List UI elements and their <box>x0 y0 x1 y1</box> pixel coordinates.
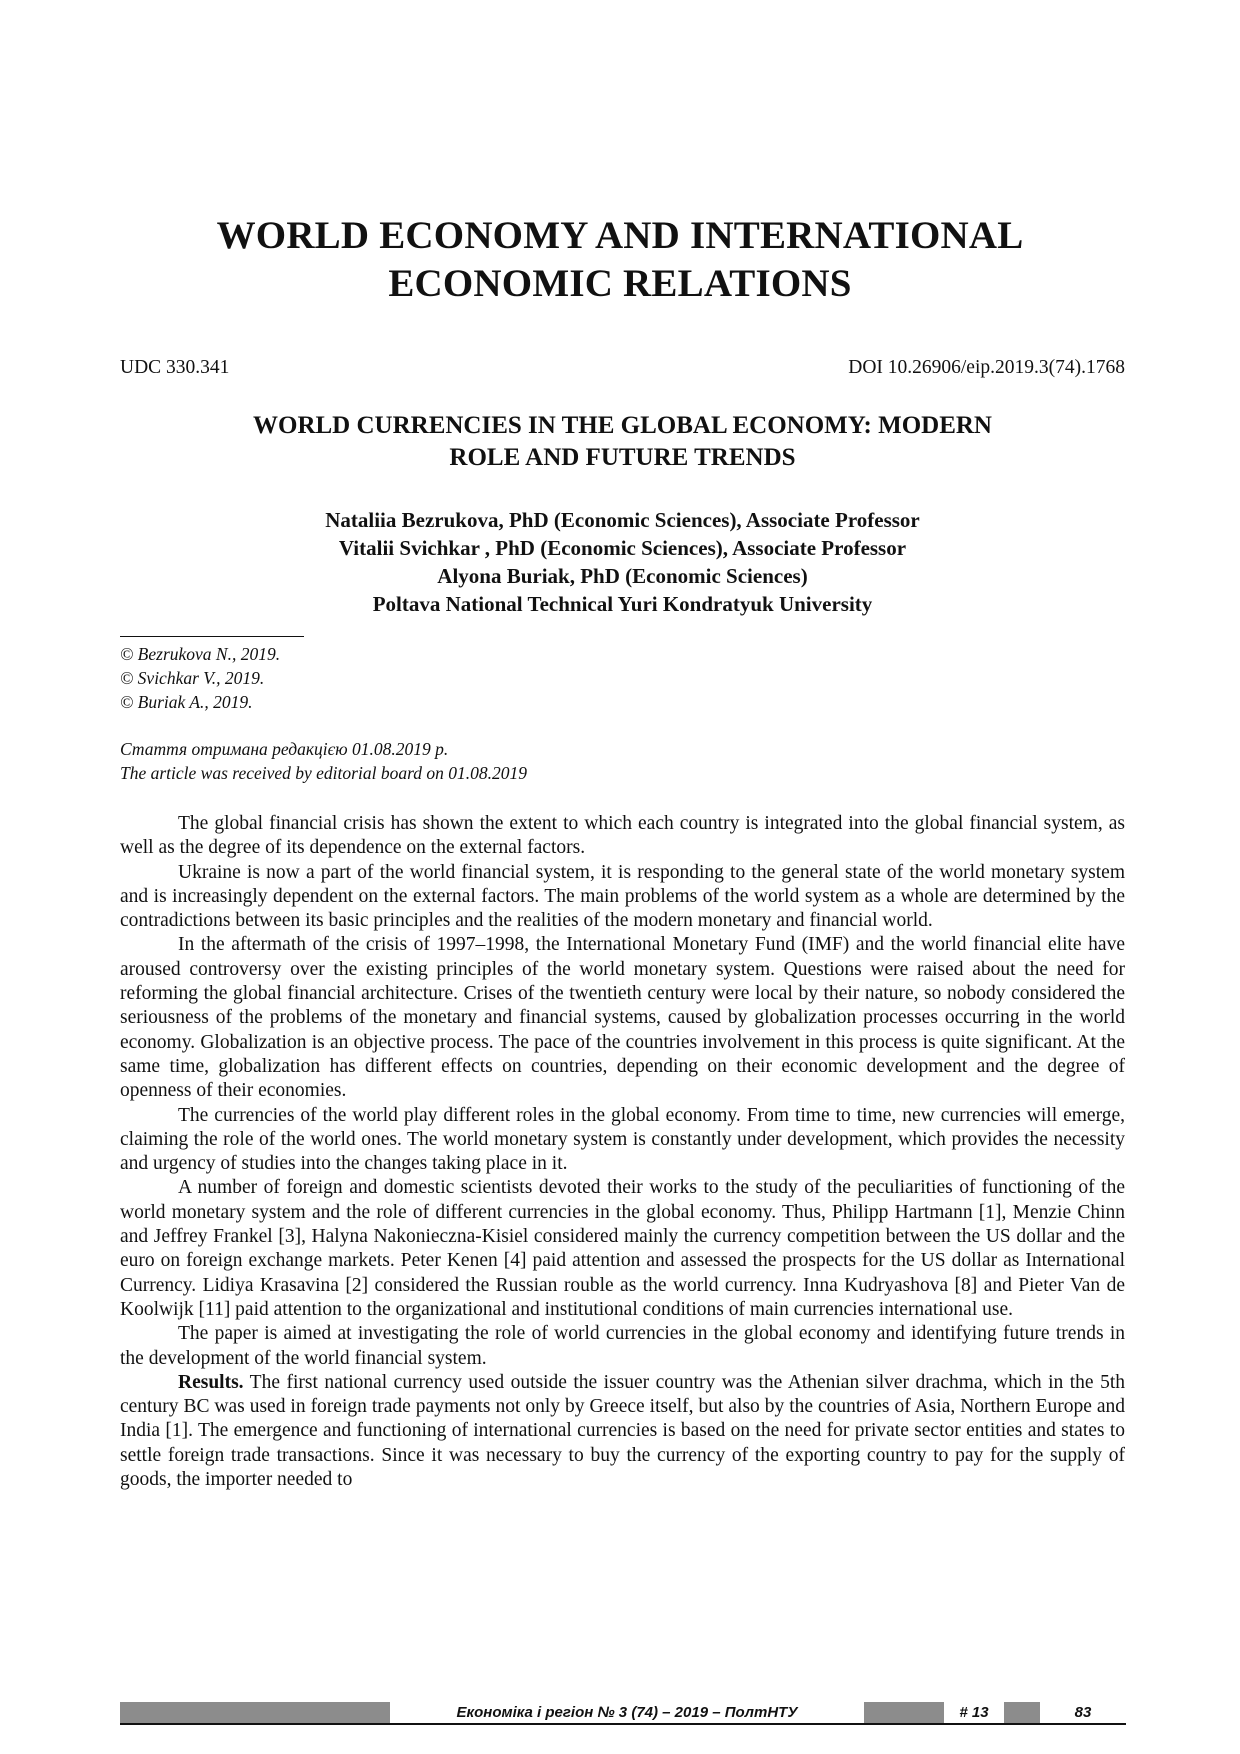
page-footer <box>120 1702 1126 1725</box>
article-meta <box>120 356 1125 380</box>
copyright-line: © Buriak A., 2019. <box>120 692 253 712</box>
section-title <box>120 212 1120 308</box>
author-block <box>120 506 1125 618</box>
udc-code: UDC 330.341 <box>120 357 230 378</box>
footer-bar-mid <box>864 1702 944 1723</box>
doi-identifier[interactable]: DOI 10.26906/eip.2019.3(74).1768 <box>848 357 1125 378</box>
results-paragraph <box>120 1371 1125 1492</box>
copyright-line: © Bezrukova N., 2019. <box>120 644 281 664</box>
footer-bar-right <box>1004 1702 1040 1723</box>
article-title <box>120 410 1125 474</box>
body-paragraph: The paper is aimed at investigating the role of world currencies in the global economy and identifying future trends in the development of the world financial system. <box>120 1323 1125 1369</box>
body-paragraph: The currencies of the world play different roles in the global economy. From time to time, new currencies will emerge, claiming the role of the world ones. The world monetary system is constantly under development, which provides the necessity and urgency of studies into the changes taking place in it. <box>120 1104 1125 1175</box>
received-note-en: The article was received by editorial board on 01.08.2019 <box>120 763 527 783</box>
copyright-notes <box>120 642 280 714</box>
footer-page-number: 83 <box>1040 1702 1126 1723</box>
body-paragraph: The global financial crisis has shown the extent to which each country is integrated into the global financial system, as well as the degree of its dependence on the external factors. <box>120 813 1125 859</box>
body-paragraph: Ukraine is now a part of the world financial system, it is responding to the general state of the world monetary system and is increasingly dependent on the external factors. The main problems of the world system as a whole are determined by the contradictions between its basic principles and the realities of the modern monetary and financial world. <box>120 861 1125 932</box>
article-title-line-2: ROLE AND FUTURE TRENDS <box>449 444 796 471</box>
results-heading: Results. <box>178 1371 244 1393</box>
footer-issue-number: # 13 <box>944 1702 1004 1723</box>
article-title-line-1: WORLD CURRENCIES IN THE GLOBAL ECONOMY: MODERN <box>253 412 992 439</box>
body-paragraph: A number of foreign and domestic scientists devoted their works to the study of the peculiarities of functioning of the world monetary system and the role of different currencies in the global economy. Thus, Philipp Hartmann [1], Menzie Chinn and Jeffrey Frankel [3], Halyna Nakonieczna-Kisiel considered mainly the currency competition between the US dollar and the euro on foreign exchange markets. Peter Kenen [4] paid attention and assessed the prospects for the US dollar as International Currency. Lidiya Krasavina [2] considered the Russian rouble as the world currency. Inna Kudryashova [8] and Pieter Van de Koolwijk [11] paid attention to the organizational and institutional conditions of main currencies international use. <box>120 1177 1125 1320</box>
footnote-divider <box>120 636 304 637</box>
received-note <box>120 737 527 785</box>
author-line: Alyona Buriak, PhD (Economic Sciences) <box>437 564 808 588</box>
footer-journal: Економіка і регіон № 3 (74) – 2019 – ПолтНТУ <box>390 1702 864 1723</box>
section-title-line-1: WORLD ECONOMY AND INTERNATIONAL <box>216 214 1024 257</box>
author-line: Vitalii Svichkar , PhD (Economic Sciences), Associate Professor <box>338 536 907 560</box>
section-title-line-2: ECONOMIC RELATIONS <box>388 262 852 305</box>
footer-bar-left <box>120 1702 390 1723</box>
article-body <box>120 812 1125 1492</box>
results-text: The first national currency used outside the issuer country was the Athenian silver drachma, which in the 5th century BC was used in foreign trade payments not only by Greece itself, but also by the countries of Asia, Northern Europe and India [1]. The emergence and functioning of international currencies is based on the need for private sector entities and states to settle foreign trade transactions. Since it was necessary to buy the currency of the exporting country to pay for the supply of goods, the importer needed to <box>120 1371 1125 1491</box>
author-line: Nataliia Bezrukova, PhD (Economic Sciences), Associate Professor <box>325 508 920 532</box>
affiliation: Poltava National Technical Yuri Kondratyuk University <box>372 592 873 616</box>
body-paragraph: In the aftermath of the crisis of 1997–1998, the International Monetary Fund (IMF) and the world financial elite have aroused controversy over the existing principles of the world monetary system. Questions were raised about the need for reforming the global financial architecture. Crises of the twentieth century were local by their nature, so nobody considered the seriousness of the problems of the monetary and financial systems, caused by globalization processes occurring in the world economy. Globalization is an objective process. The pace of the countries involvement in this process is quite significant. At the same time, globalization has different effects on countries, depending on their economic development and the degree of openness of their economies. <box>120 934 1125 1102</box>
copyright-line: © Svichkar V., 2019. <box>120 668 265 688</box>
received-note-ua: Стаття отримана редакцією 01.08.2019 р. <box>120 739 449 759</box>
